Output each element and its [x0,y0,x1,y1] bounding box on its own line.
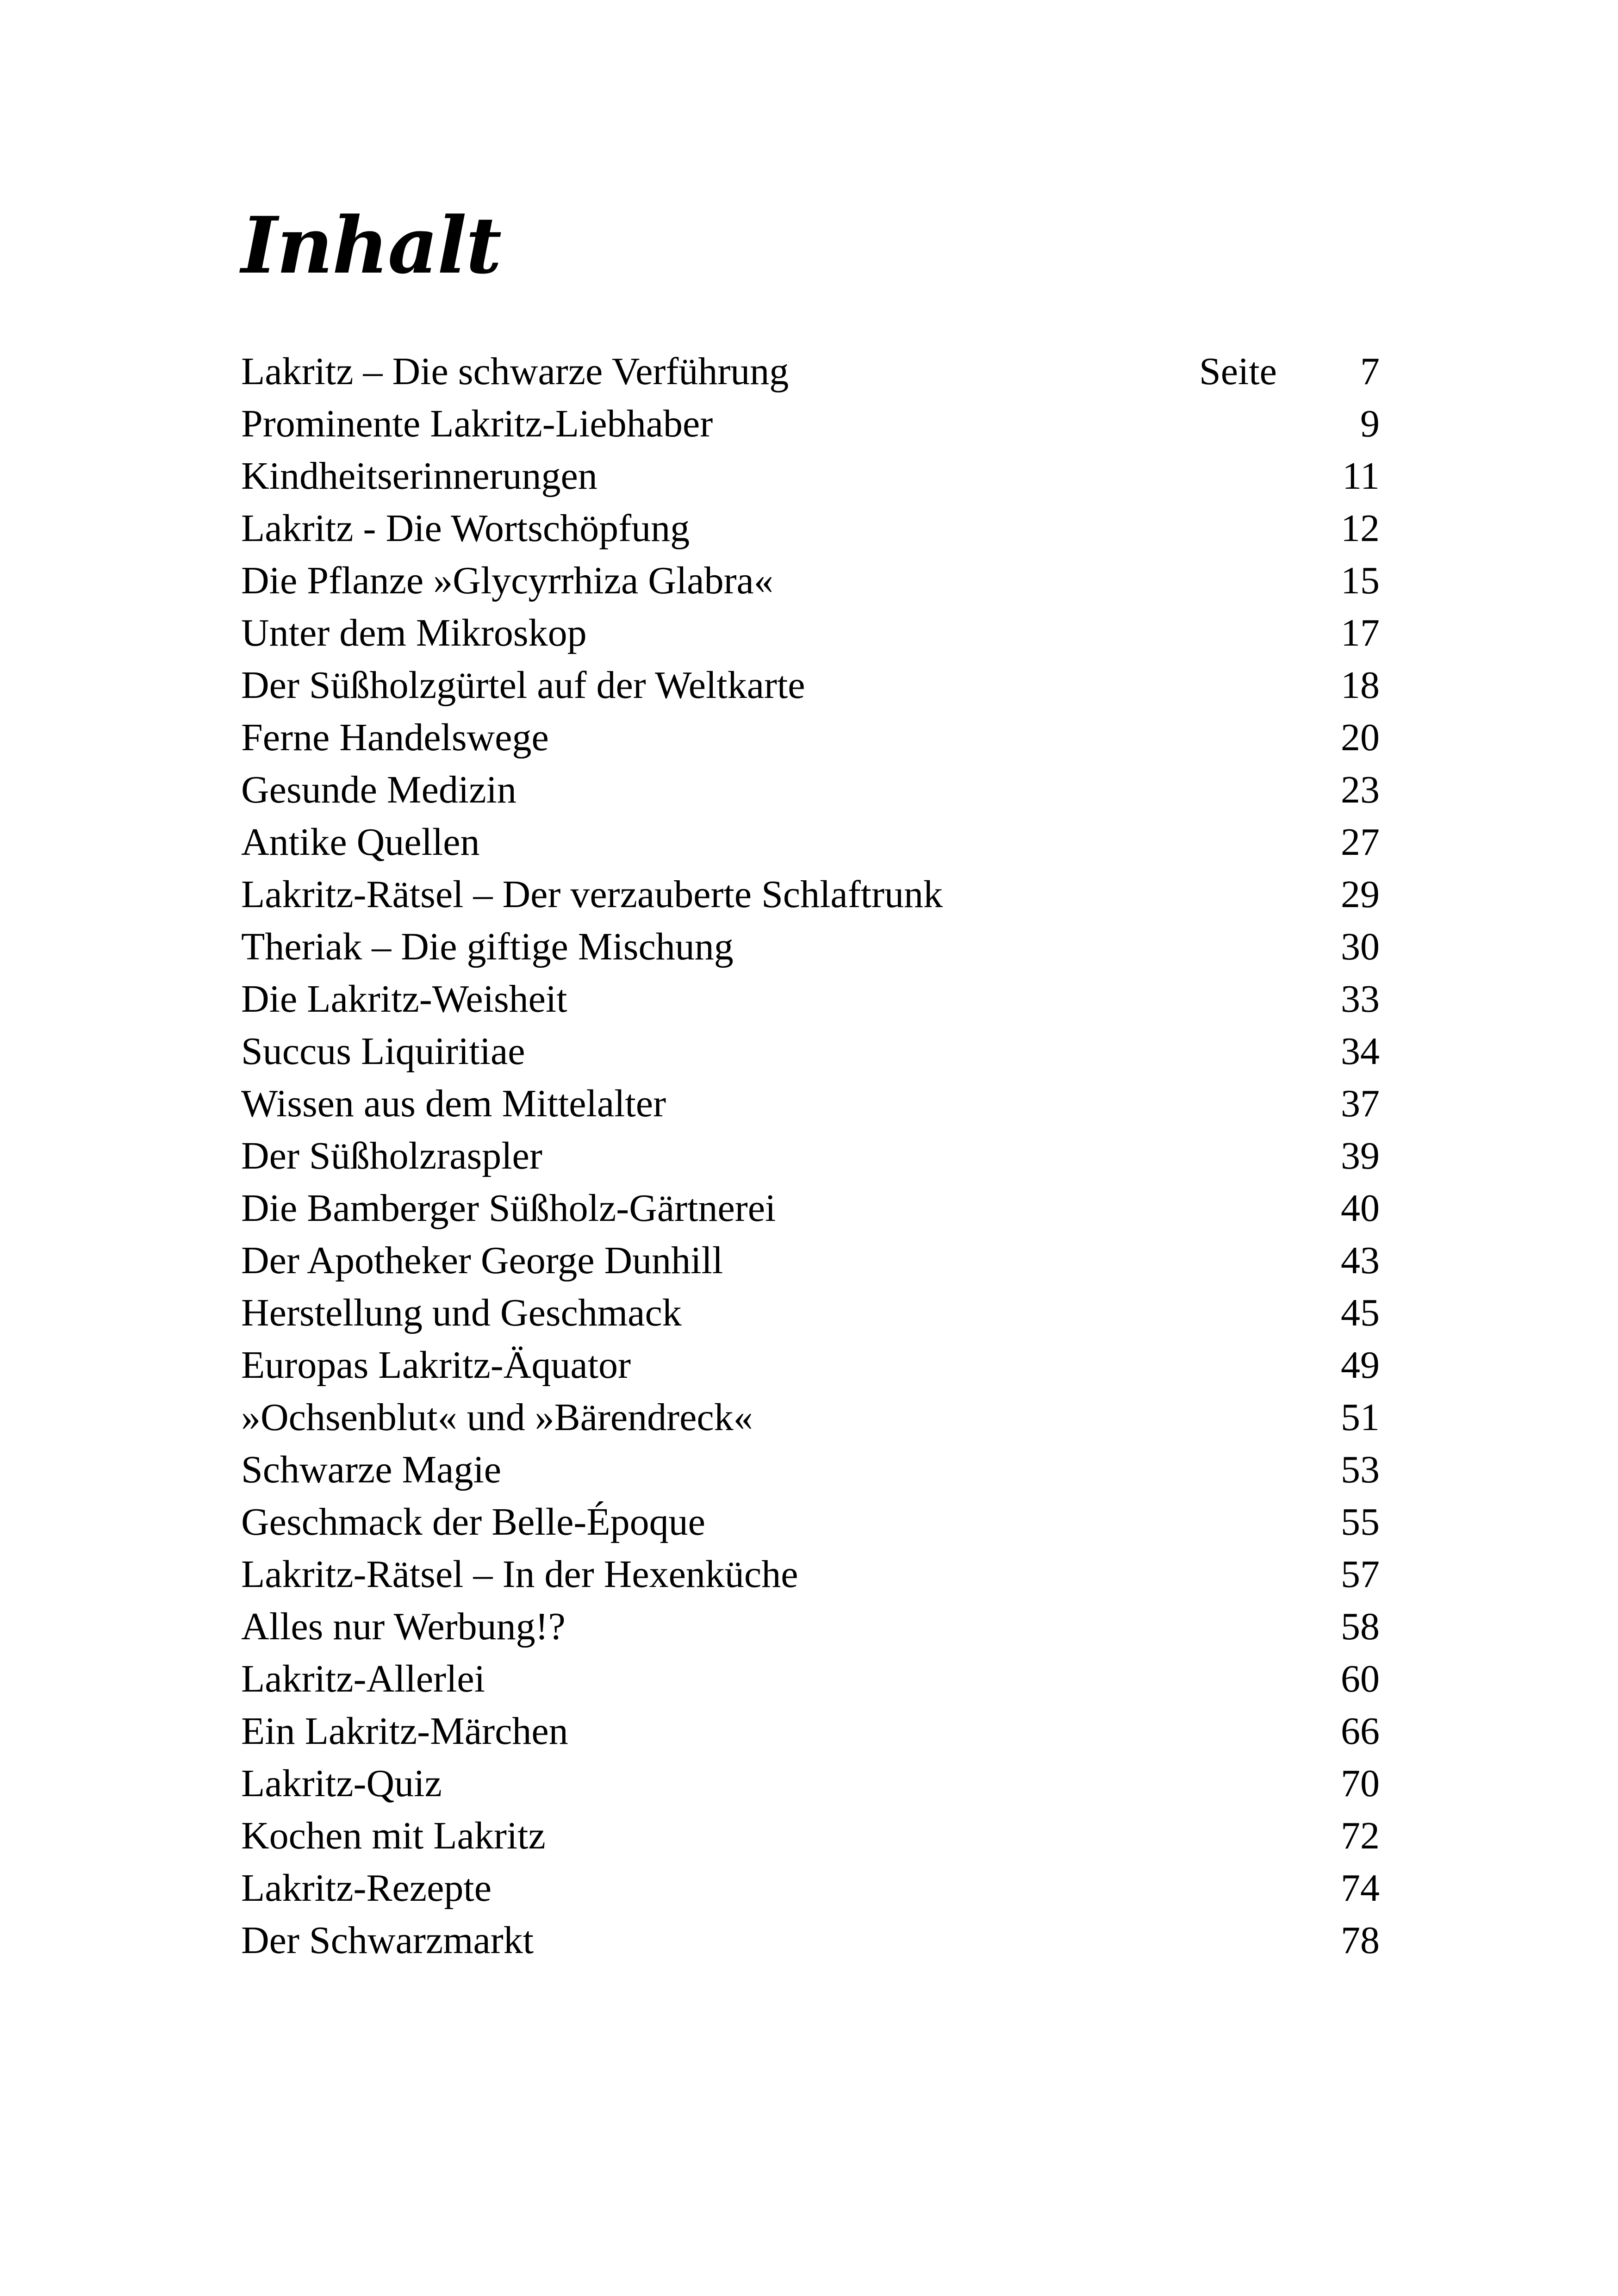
toc-entry [241,1182,1380,1234]
toc-entry-title: Der Schwarzmarkt [241,1919,534,1962]
toc-entry-page: 20 [1341,716,1380,759]
toc-entry [241,1862,1380,1914]
toc-entry [241,816,1380,868]
toc-entry-title: Ein Lakritz-Märchen [241,1710,568,1753]
toc-entry-page: 57 [1341,1553,1380,1596]
toc-entry-page: 74 [1341,1867,1380,1910]
toc-entry-title: Lakritz - Die Wortschöpfung [241,507,690,550]
toc-entry-title: Lakritz-Rätsel – Der verzauberte Schlaftrunk [241,873,943,916]
toc-entry-page: 7 [1360,350,1380,393]
toc-entry [241,1653,1380,1705]
toc-entry-title: Kindheitserinnerungen [241,454,597,498]
toc-entry [241,607,1380,659]
page-title: Inhalt [241,199,501,291]
toc-entry-page: 23 [1341,768,1380,811]
toc-entry [241,450,1380,502]
toc-entry [241,764,1380,816]
toc-entry [241,345,1380,398]
toc-entry-page: 51 [1341,1396,1380,1439]
toc-entry-page: 29 [1341,873,1380,916]
toc-entry-title: »Ochsenblut« und »Bärendreck« [241,1396,753,1439]
toc-entry-page: 55 [1341,1500,1380,1543]
toc-entry-page: 11 [1342,454,1380,498]
toc-entry-page: 70 [1341,1762,1380,1805]
toc-entry [241,1600,1380,1653]
toc-entry [241,921,1380,973]
toc-entry-page: 39 [1341,1134,1380,1177]
toc-entry [241,1914,1380,1966]
toc-entry-title: Die Pflanze »Glycyrrhiza Glabra« [241,559,773,602]
toc-entry-title: Theriak – Die giftige Mischung [241,925,734,968]
toc-entry-page: 17 [1341,611,1380,654]
toc-entry [241,398,1380,450]
toc-entry [241,1496,1380,1548]
toc-entry-page: 27 [1341,821,1380,864]
toc-entry-page: 33 [1341,977,1380,1020]
toc-page-label: Seite [1199,350,1277,393]
toc-entry-title: Antike Quellen [241,821,480,864]
toc-entry-title: Der Süßholzraspler [241,1134,542,1177]
toc-entry-title: Prominente Lakritz-Liebhaber [241,402,713,445]
toc-entry [241,1339,1380,1391]
toc-entry-page: 60 [1341,1657,1380,1700]
toc-entry-page: 78 [1341,1919,1380,1962]
toc-entry-page: 9 [1360,402,1380,445]
toc-entry [241,1077,1380,1130]
toc-entry-page: 49 [1341,1344,1380,1387]
toc-entry-title: Unter dem Mikroskop [241,611,587,654]
toc-entry-page: 66 [1341,1710,1380,1753]
toc-entry [241,659,1380,711]
toc-entry-page: 45 [1341,1291,1380,1334]
toc-entry-page: 53 [1341,1448,1380,1491]
toc-entry [241,1810,1380,1862]
toc-entry-page: 72 [1341,1814,1380,1857]
toc-entry-page: 40 [1341,1187,1380,1230]
toc-entry-page: 34 [1341,1030,1380,1073]
toc-entry [241,1025,1380,1077]
toc-entry [241,1705,1380,1757]
toc-entry-title: Lakritz-Rätsel – In der Hexenküche [241,1553,798,1596]
toc-entry-title: Lakritz – Die schwarze Verführung [241,350,789,393]
toc-entry-title: Gesunde Medizin [241,768,517,811]
toc-entry-title: Wissen aus dem Mittelalter [241,1082,666,1125]
toc-entry-title: Succus Liquiritiae [241,1030,525,1073]
toc-entry [241,711,1380,764]
toc-entry-title: Lakritz-Quiz [241,1762,442,1805]
toc-entry [241,502,1380,554]
toc-entry-title: Der Apotheker George Dunhill [241,1239,723,1282]
toc-entry [241,1548,1380,1600]
toc-entry [241,1234,1380,1287]
toc-entry-title: Lakritz-Allerlei [241,1657,485,1700]
toc-entry-title: Ferne Handelswege [241,716,549,759]
toc-entry [241,1444,1380,1496]
toc-entry-title: Die Lakritz-Weisheit [241,977,567,1020]
toc-entry-page: 30 [1341,925,1380,968]
toc-entry [241,554,1380,607]
toc-entry-title: Die Bamberger Süßholz-Gärtnerei [241,1187,776,1230]
toc-entry [241,1391,1380,1444]
toc-entry-page: 12 [1341,507,1380,550]
table-of-contents [241,345,1380,1966]
toc-entry-title: Lakritz-Rezepte [241,1867,492,1910]
toc-entry-page: 43 [1341,1239,1380,1282]
toc-entry [241,973,1380,1025]
toc-entry [241,1287,1380,1339]
toc-entry-title: Herstellung und Geschmack [241,1291,682,1334]
toc-entry-title: Schwarze Magie [241,1448,502,1491]
toc-entry [241,1130,1380,1182]
toc-entry-page: 15 [1341,559,1380,602]
toc-entry [241,1757,1380,1810]
toc-entry [241,868,1380,921]
toc-entry-title: Kochen mit Lakritz [241,1814,546,1857]
toc-entry-page: 37 [1341,1082,1380,1125]
toc-entry-title: Geschmack der Belle-Époque [241,1500,705,1543]
toc-entry-page: 18 [1341,664,1380,707]
toc-entry-page: 58 [1341,1605,1380,1648]
toc-entry-title: Der Süßholzgürtel auf der Weltkarte [241,664,805,707]
toc-entry-title: Europas Lakritz-Äquator [241,1344,631,1387]
toc-entry-title: Alles nur Werbung!? [241,1605,566,1648]
